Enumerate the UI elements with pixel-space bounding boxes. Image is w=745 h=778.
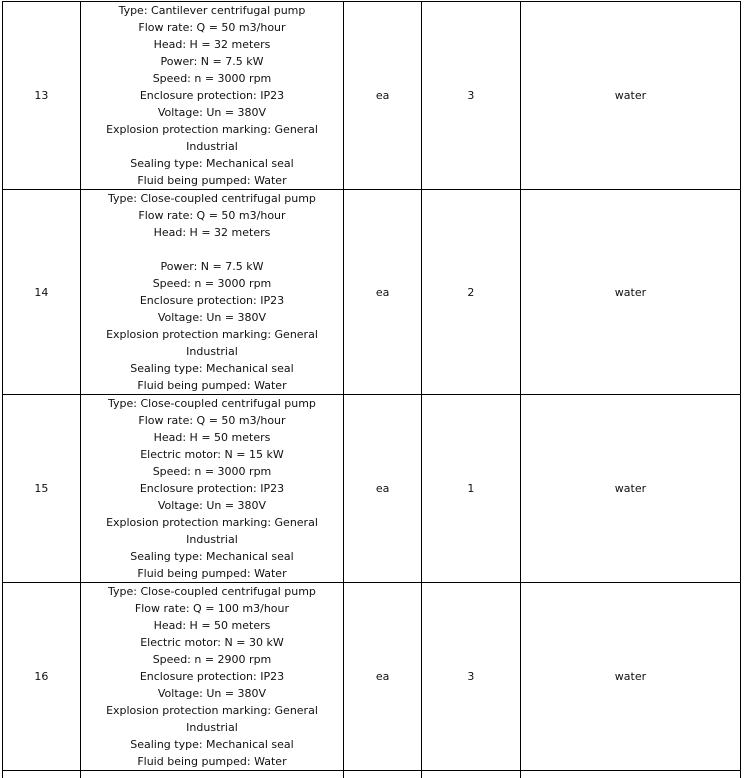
quantity-value: 1 bbox=[467, 482, 475, 495]
unit-value: ea bbox=[375, 89, 390, 102]
description-lines bbox=[81, 395, 343, 582]
description-line: Power: N = 7.5 kW bbox=[160, 260, 264, 273]
description-line: Power: N = 7.5 kW bbox=[160, 55, 264, 68]
row-number-cell[interactable] bbox=[3, 2, 81, 190]
description-line: Explosion protection marking: General bbox=[106, 516, 318, 529]
note-cell[interactable] bbox=[520, 395, 740, 583]
description-line: Type: Close-coupled centrifugal pump bbox=[108, 192, 316, 205]
description-line: Enclosure protection: IP23 bbox=[139, 294, 285, 307]
table-row bbox=[3, 2, 741, 190]
description-line: Voltage: Un = 380V bbox=[157, 499, 267, 512]
table-row bbox=[3, 395, 741, 583]
description-line: Speed: n = 3000 rpm bbox=[152, 277, 272, 290]
description-line: Industrial bbox=[186, 345, 238, 358]
note-cell[interactable] bbox=[520, 771, 740, 778]
description-line: Enclosure protection: IP23 bbox=[139, 670, 285, 683]
quantity-cell[interactable] bbox=[421, 2, 520, 190]
unit-cell[interactable] bbox=[344, 583, 422, 771]
description-blank-line bbox=[81, 241, 343, 258]
description-line: Speed: n = 3000 rpm bbox=[152, 72, 272, 85]
row-number: 13 bbox=[34, 89, 49, 102]
quantity-cell[interactable] bbox=[421, 190, 520, 395]
unit-value: ea bbox=[375, 670, 390, 683]
description-line: Explosion protection marking: General bbox=[106, 123, 318, 136]
quantity-cell[interactable] bbox=[421, 395, 520, 583]
description-lines bbox=[81, 190, 343, 394]
quantity-value: 3 bbox=[467, 89, 475, 102]
description-line: Fluid being pumped: Water bbox=[137, 379, 287, 392]
description-line: Voltage: Un = 380V bbox=[157, 311, 267, 324]
note-value: water bbox=[614, 89, 647, 102]
description-line: Industrial bbox=[186, 721, 238, 734]
unit-value: ea bbox=[375, 482, 390, 495]
description-line: Enclosure protection: IP23 bbox=[139, 482, 285, 495]
description-line: Fluid being pumped: Water bbox=[137, 567, 287, 580]
quantity-cell[interactable] bbox=[421, 771, 520, 778]
table-row bbox=[3, 190, 741, 395]
unit-value: ea bbox=[375, 285, 390, 299]
unit-cell[interactable] bbox=[344, 2, 422, 190]
description-line: Head: H = 50 meters bbox=[153, 619, 271, 632]
note-cell[interactable] bbox=[520, 2, 740, 190]
description-line: Voltage: Un = 380V bbox=[157, 106, 267, 119]
row-number-cell[interactable] bbox=[3, 583, 81, 771]
unit-cell[interactable] bbox=[344, 771, 422, 778]
description-line: Explosion protection marking: General bbox=[106, 704, 318, 717]
description-line: Type: Close-coupled centrifugal pump bbox=[108, 397, 316, 410]
row-number-cell[interactable] bbox=[3, 771, 81, 778]
quantity-value: 2 bbox=[467, 285, 475, 299]
description-line: Industrial bbox=[186, 533, 238, 546]
unit-cell[interactable] bbox=[344, 190, 422, 395]
row-number-cell[interactable] bbox=[3, 395, 81, 583]
description-lines bbox=[81, 583, 343, 770]
description-cell[interactable] bbox=[80, 2, 343, 190]
table-row bbox=[3, 583, 741, 771]
description-line: Flow rate: Q = 100 m3/hour bbox=[134, 602, 290, 615]
description-cell[interactable] bbox=[80, 190, 343, 395]
description-line: Head: H = 32 meters bbox=[153, 38, 271, 51]
description-cell[interactable] bbox=[80, 395, 343, 583]
description-line: Sealing type: Mechanical seal bbox=[130, 362, 294, 375]
row-number: 16 bbox=[34, 670, 49, 683]
description-lines bbox=[81, 2, 343, 189]
description-line: Electric motor: N = 30 kW bbox=[140, 636, 284, 649]
description-line: Head: H = 50 meters bbox=[153, 431, 271, 444]
description-line: Voltage: Un = 380V bbox=[157, 687, 267, 700]
unit-cell[interactable] bbox=[344, 395, 422, 583]
pump-spec-table bbox=[2, 1, 741, 778]
note-value: water bbox=[614, 285, 647, 299]
note-value: water bbox=[614, 670, 647, 683]
description-cell[interactable] bbox=[80, 771, 343, 778]
description-line: Explosion protection marking: General bbox=[106, 328, 318, 341]
description-line: Speed: n = 2900 rpm bbox=[152, 653, 272, 666]
description-line: Fluid being pumped: Water bbox=[137, 174, 287, 187]
quantity-cell[interactable] bbox=[421, 583, 520, 771]
description-line: Flow rate: Q = 50 m3/hour bbox=[138, 21, 286, 34]
description-line: Sealing type: Mechanical seal bbox=[130, 550, 294, 563]
description-line: Electric motor: N = 15 kW bbox=[140, 448, 284, 461]
description-line: Type: Close-coupled centrifugal pump bbox=[108, 585, 316, 598]
description-line: Flow rate: Q = 50 m3/hour bbox=[138, 414, 286, 427]
note-cell[interactable] bbox=[520, 583, 740, 771]
description-line: Sealing type: Mechanical seal bbox=[130, 157, 294, 170]
row-number-cell[interactable] bbox=[3, 190, 81, 395]
description-line: Enclosure protection: IP23 bbox=[139, 89, 285, 102]
description-line: Flow rate: Q = 50 m3/hour bbox=[138, 209, 286, 222]
table-row-partial bbox=[3, 771, 741, 778]
note-cell[interactable] bbox=[520, 190, 740, 395]
row-number: 14 bbox=[34, 285, 49, 299]
description-line: Industrial bbox=[186, 140, 238, 153]
description-line: Sealing type: Mechanical seal bbox=[130, 738, 294, 751]
description-line: Type: Cantilever centrifugal pump bbox=[118, 4, 306, 17]
row-number: 15 bbox=[34, 482, 49, 495]
description-line: Speed: n = 3000 rpm bbox=[152, 465, 272, 478]
description-line: Fluid being pumped: Water bbox=[137, 755, 287, 768]
description-line: Head: H = 32 meters bbox=[153, 226, 271, 239]
note-value: water bbox=[614, 482, 647, 495]
description-cell[interactable] bbox=[80, 583, 343, 771]
quantity-value: 3 bbox=[467, 670, 475, 683]
